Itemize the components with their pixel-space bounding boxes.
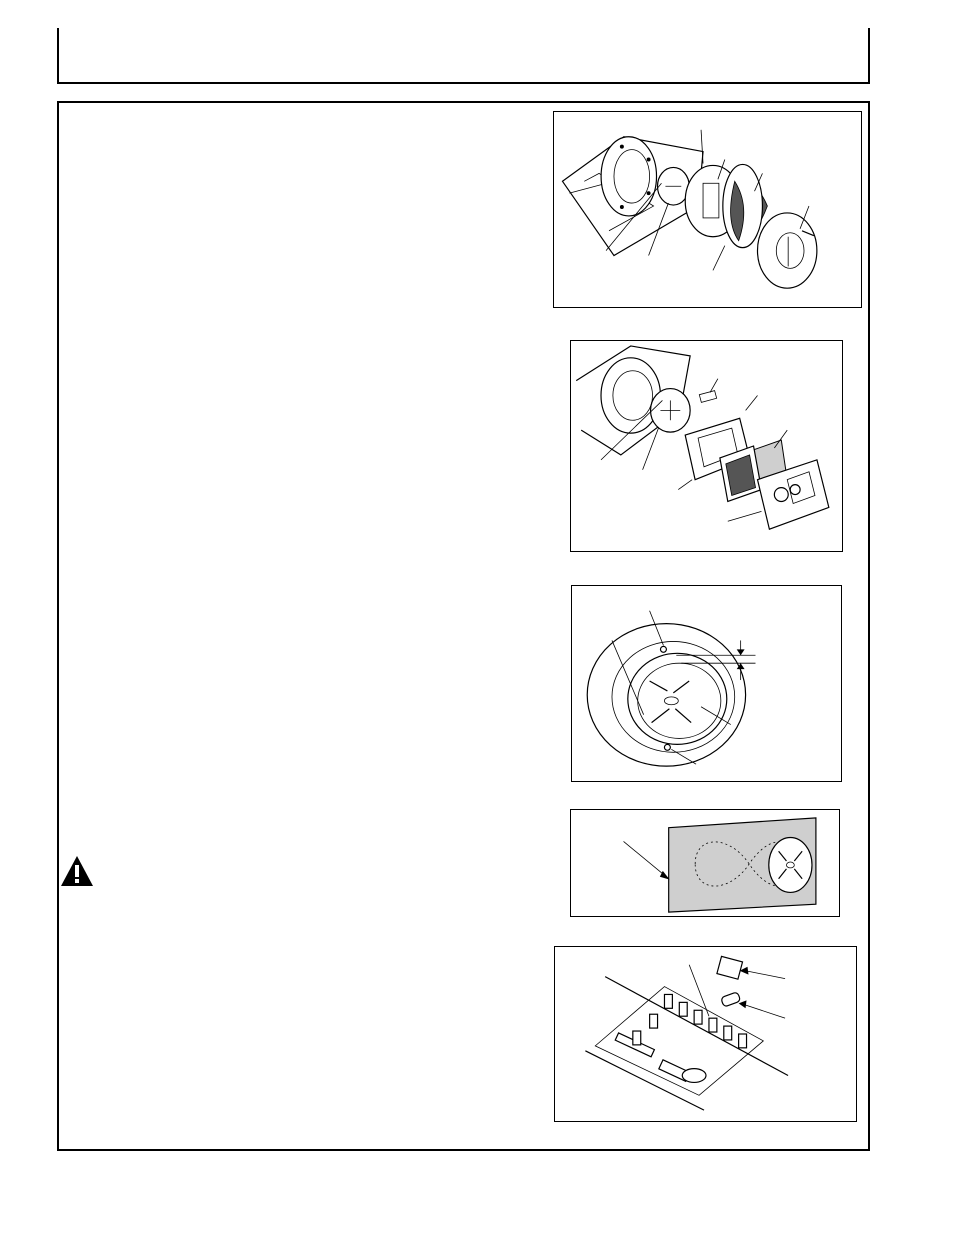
warning-triangle-icon [60, 854, 94, 888]
figure-round-filter-exploded [553, 111, 862, 308]
figure-fan-path [570, 809, 840, 917]
figure-circuit-board [554, 946, 857, 1122]
figure-electrode-gap [571, 585, 842, 782]
page-header-box [57, 28, 870, 84]
figure-square-filter-exploded [570, 340, 843, 552]
